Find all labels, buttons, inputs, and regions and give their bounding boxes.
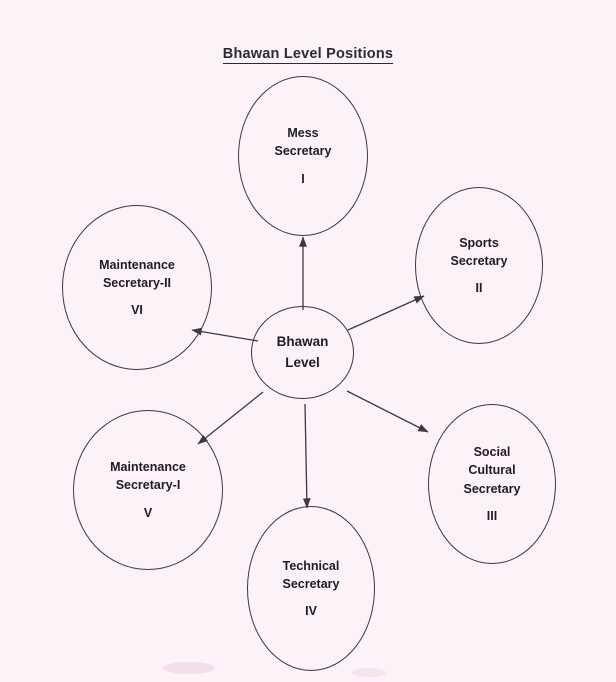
node-maintenance-secretary-2[interactable] <box>62 205 212 370</box>
node-label-line: Level <box>285 354 320 370</box>
paper-speckle <box>352 668 386 677</box>
node-label-line: Secretary <box>463 481 521 496</box>
node-rank: V <box>143 505 153 520</box>
node-label-line: Technical <box>282 558 340 573</box>
node-label-line: Maintenance <box>99 257 175 272</box>
node-rank: II <box>475 281 483 296</box>
node-social-cultural-secretary[interactable] <box>428 404 556 564</box>
node-label-line: Secretary <box>450 253 508 268</box>
connector-maintenance-secretary-2 <box>192 330 258 341</box>
node-label-line: Bhawan <box>276 334 329 350</box>
node-mess-secretary[interactable] <box>238 76 368 236</box>
node-rank: I <box>301 171 305 186</box>
node-label-line: Secretary-I <box>115 478 181 493</box>
node-technical-secretary[interactable] <box>247 506 375 671</box>
node-label-line: Secretary-II <box>102 275 172 290</box>
node-label-line: Social <box>473 445 511 460</box>
node-bhawan-level[interactable] <box>251 306 354 399</box>
page-title <box>0 46 616 62</box>
node-label-line: Cultural <box>468 463 516 478</box>
node-label-line: Secretary <box>274 144 332 159</box>
node-label-line: Maintenance <box>110 460 186 475</box>
connector-maintenance-secretary-1 <box>198 392 263 444</box>
paper-speckle <box>163 662 215 674</box>
node-sports-secretary[interactable] <box>415 187 543 344</box>
node-rank: IV <box>305 604 317 619</box>
node-label-line: Mess <box>287 126 319 141</box>
node-rank: VI <box>131 303 143 318</box>
node-maintenance-secretary-1[interactable] <box>73 410 223 570</box>
connector-sports-secretary <box>348 296 424 330</box>
connector-social-cultural-secretary <box>347 391 428 432</box>
node-label-line: Sports <box>459 235 499 250</box>
connector-technical-secretary <box>305 404 307 508</box>
node-label-line: Secretary <box>282 576 340 591</box>
node-rank: III <box>486 508 498 523</box>
page-title-text: Bhawan Level Positions <box>222 46 394 62</box>
